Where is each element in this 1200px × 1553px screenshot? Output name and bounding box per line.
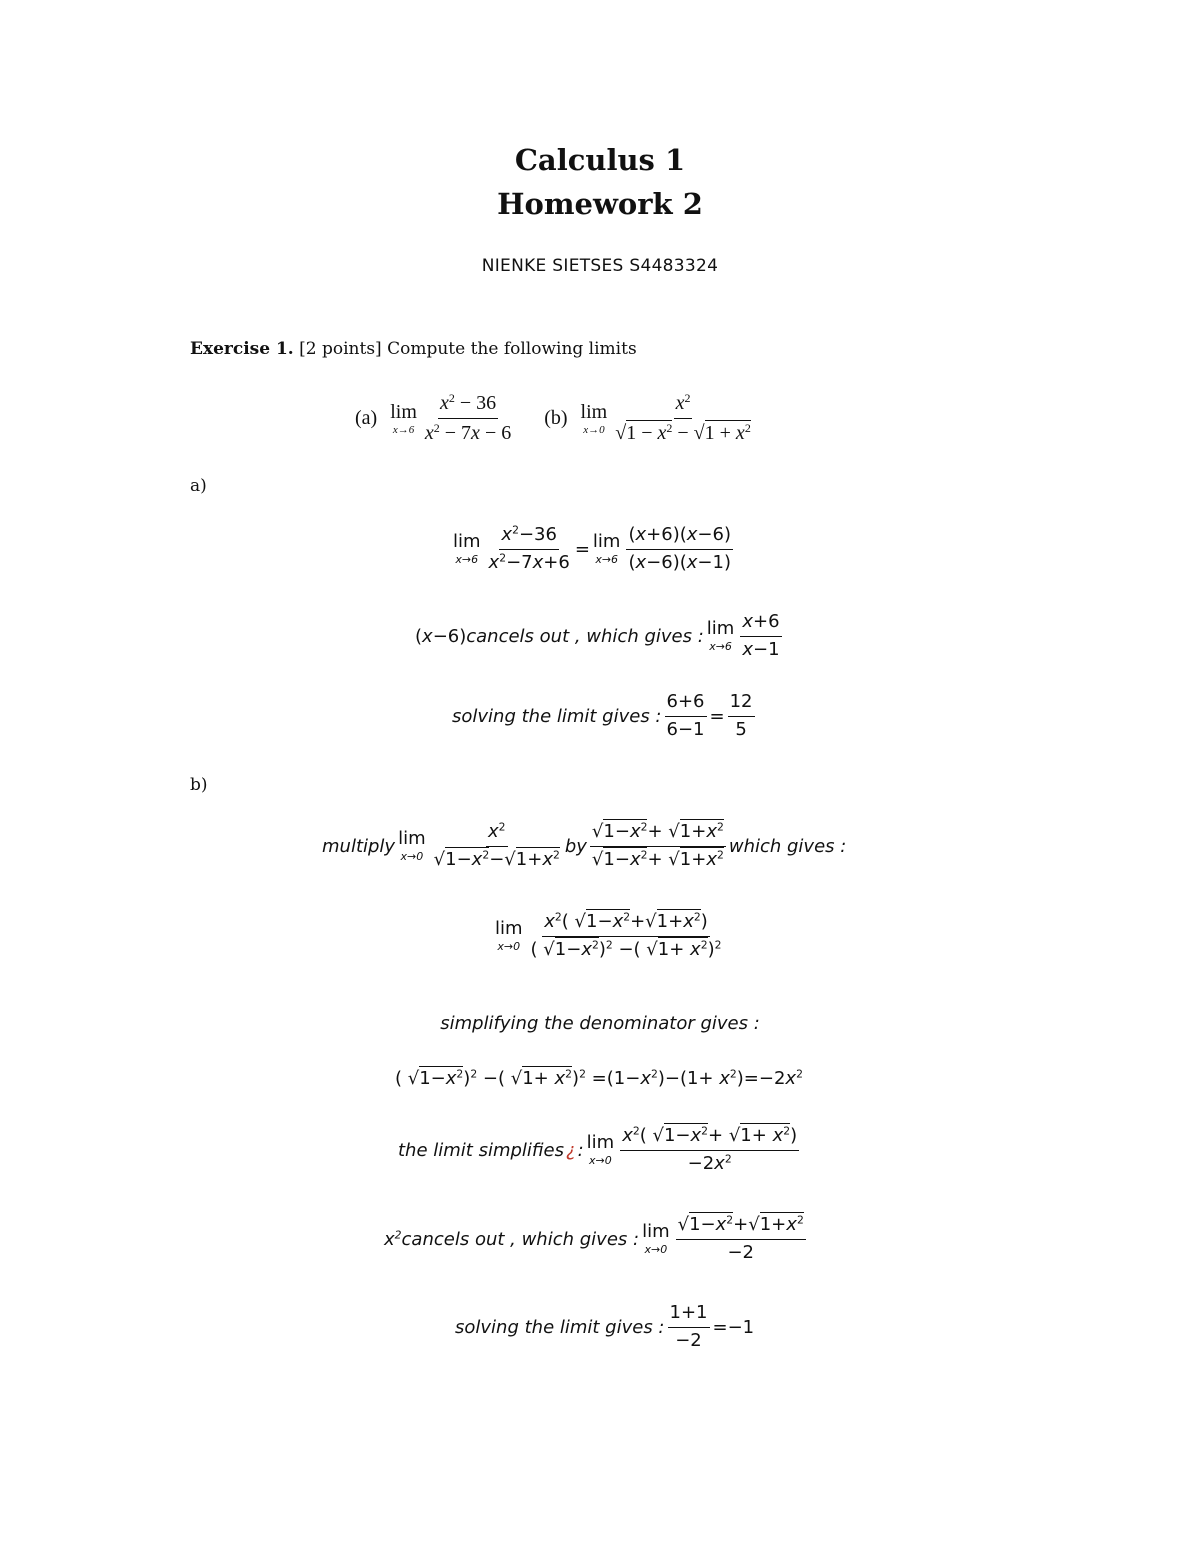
title-line-1: Calculus 1 [514,143,686,177]
part-b-step-3: ( $√1-x^2)^2$ −( $√1+ x^2)^2 =(1-x^2)-(1+ x^2)=-2x^2$ [395,1067,803,1089]
part-a-step-2: (x−6) cancels out , which gives : lim x→6 $\frac{x+6}{x-1}$ [415,611,780,660]
problem-a-fraction: $\frac{x^2 - 36}{x^2 - 7x - 6}$ [424,390,512,444]
part-a-result: $\frac{12}{5}$ [729,691,753,740]
red-inverted-question: ¿ [566,1139,576,1161]
part-b-label: b) [190,775,208,795]
part-a-step-3: solving the limit gives : $\frac{6+6}{6-1}$ = $\frac{12}{5}$ [452,691,753,740]
part-b-step-2: lim x→0 $\frac{x^2( √1-x^2+√1+x^2)}{( √1-x^2)^2 -( √1+ x^2)^2}$ [495,910,722,960]
exercise-points: [2 points] [299,339,382,359]
part-b-simplify-label: simplifying the denominator gives : [440,1013,760,1034]
exercise-prompt [190,339,637,359]
part-b-result: =−1 [712,1316,755,1338]
problem-formulas [355,392,756,445]
problem-b-lim: lim x→0 [580,400,608,436]
part-b-step-5: $x^2$ cancels out , which gives : lim x→0 $\frac{√1-x^2+√1+x^2}{-2}$ [384,1213,804,1263]
problem-a-lim: lim x→6 [390,400,417,436]
part-b-step-4: the limit simplifies ¿ : lim x→0 $\frac{x^2( √1-x^2+ √1+ x^2)}{-2x^2}$ [398,1124,798,1174]
part-a-tag: (a) [355,407,378,429]
author-line: NIENKE SIETSES S4483324 [481,256,719,276]
problem-b-fraction: $\frac{x^2}{√1 - x^2 - √1 + x^2}$ [615,390,751,444]
title-line-2: Homework 2 [497,187,703,221]
part-a-cancel-text: cancels out , which gives : [466,625,704,647]
exercise-label: Exercise 1. [190,339,294,359]
part-b-tag: (b) [544,407,568,429]
part-a-solve-text: solving the limit gives : [452,705,662,727]
part-a-label: a) [190,476,207,496]
part-b-step-6: solving the limit gives : $\frac{1+1}{-2}$ =−1 [455,1302,755,1351]
exercise-text: Compute the following limits [387,339,637,359]
part-a-step-1: lim x→6 $\frac{x^2-36}{x^2-7x+6}$ = lim x→6 $\frac{(x+6)(x-6)}{(x-6)(x-1)}$ [453,523,731,573]
part-b-step-1: multiply lim x→0 $\frac{x^2}{√1-x^2-√1+x^2}$ by $\frac{√1-x^2+ √1+x^2}{√1-x^2+ √1+x^2}$ which gives : [322,820,847,870]
